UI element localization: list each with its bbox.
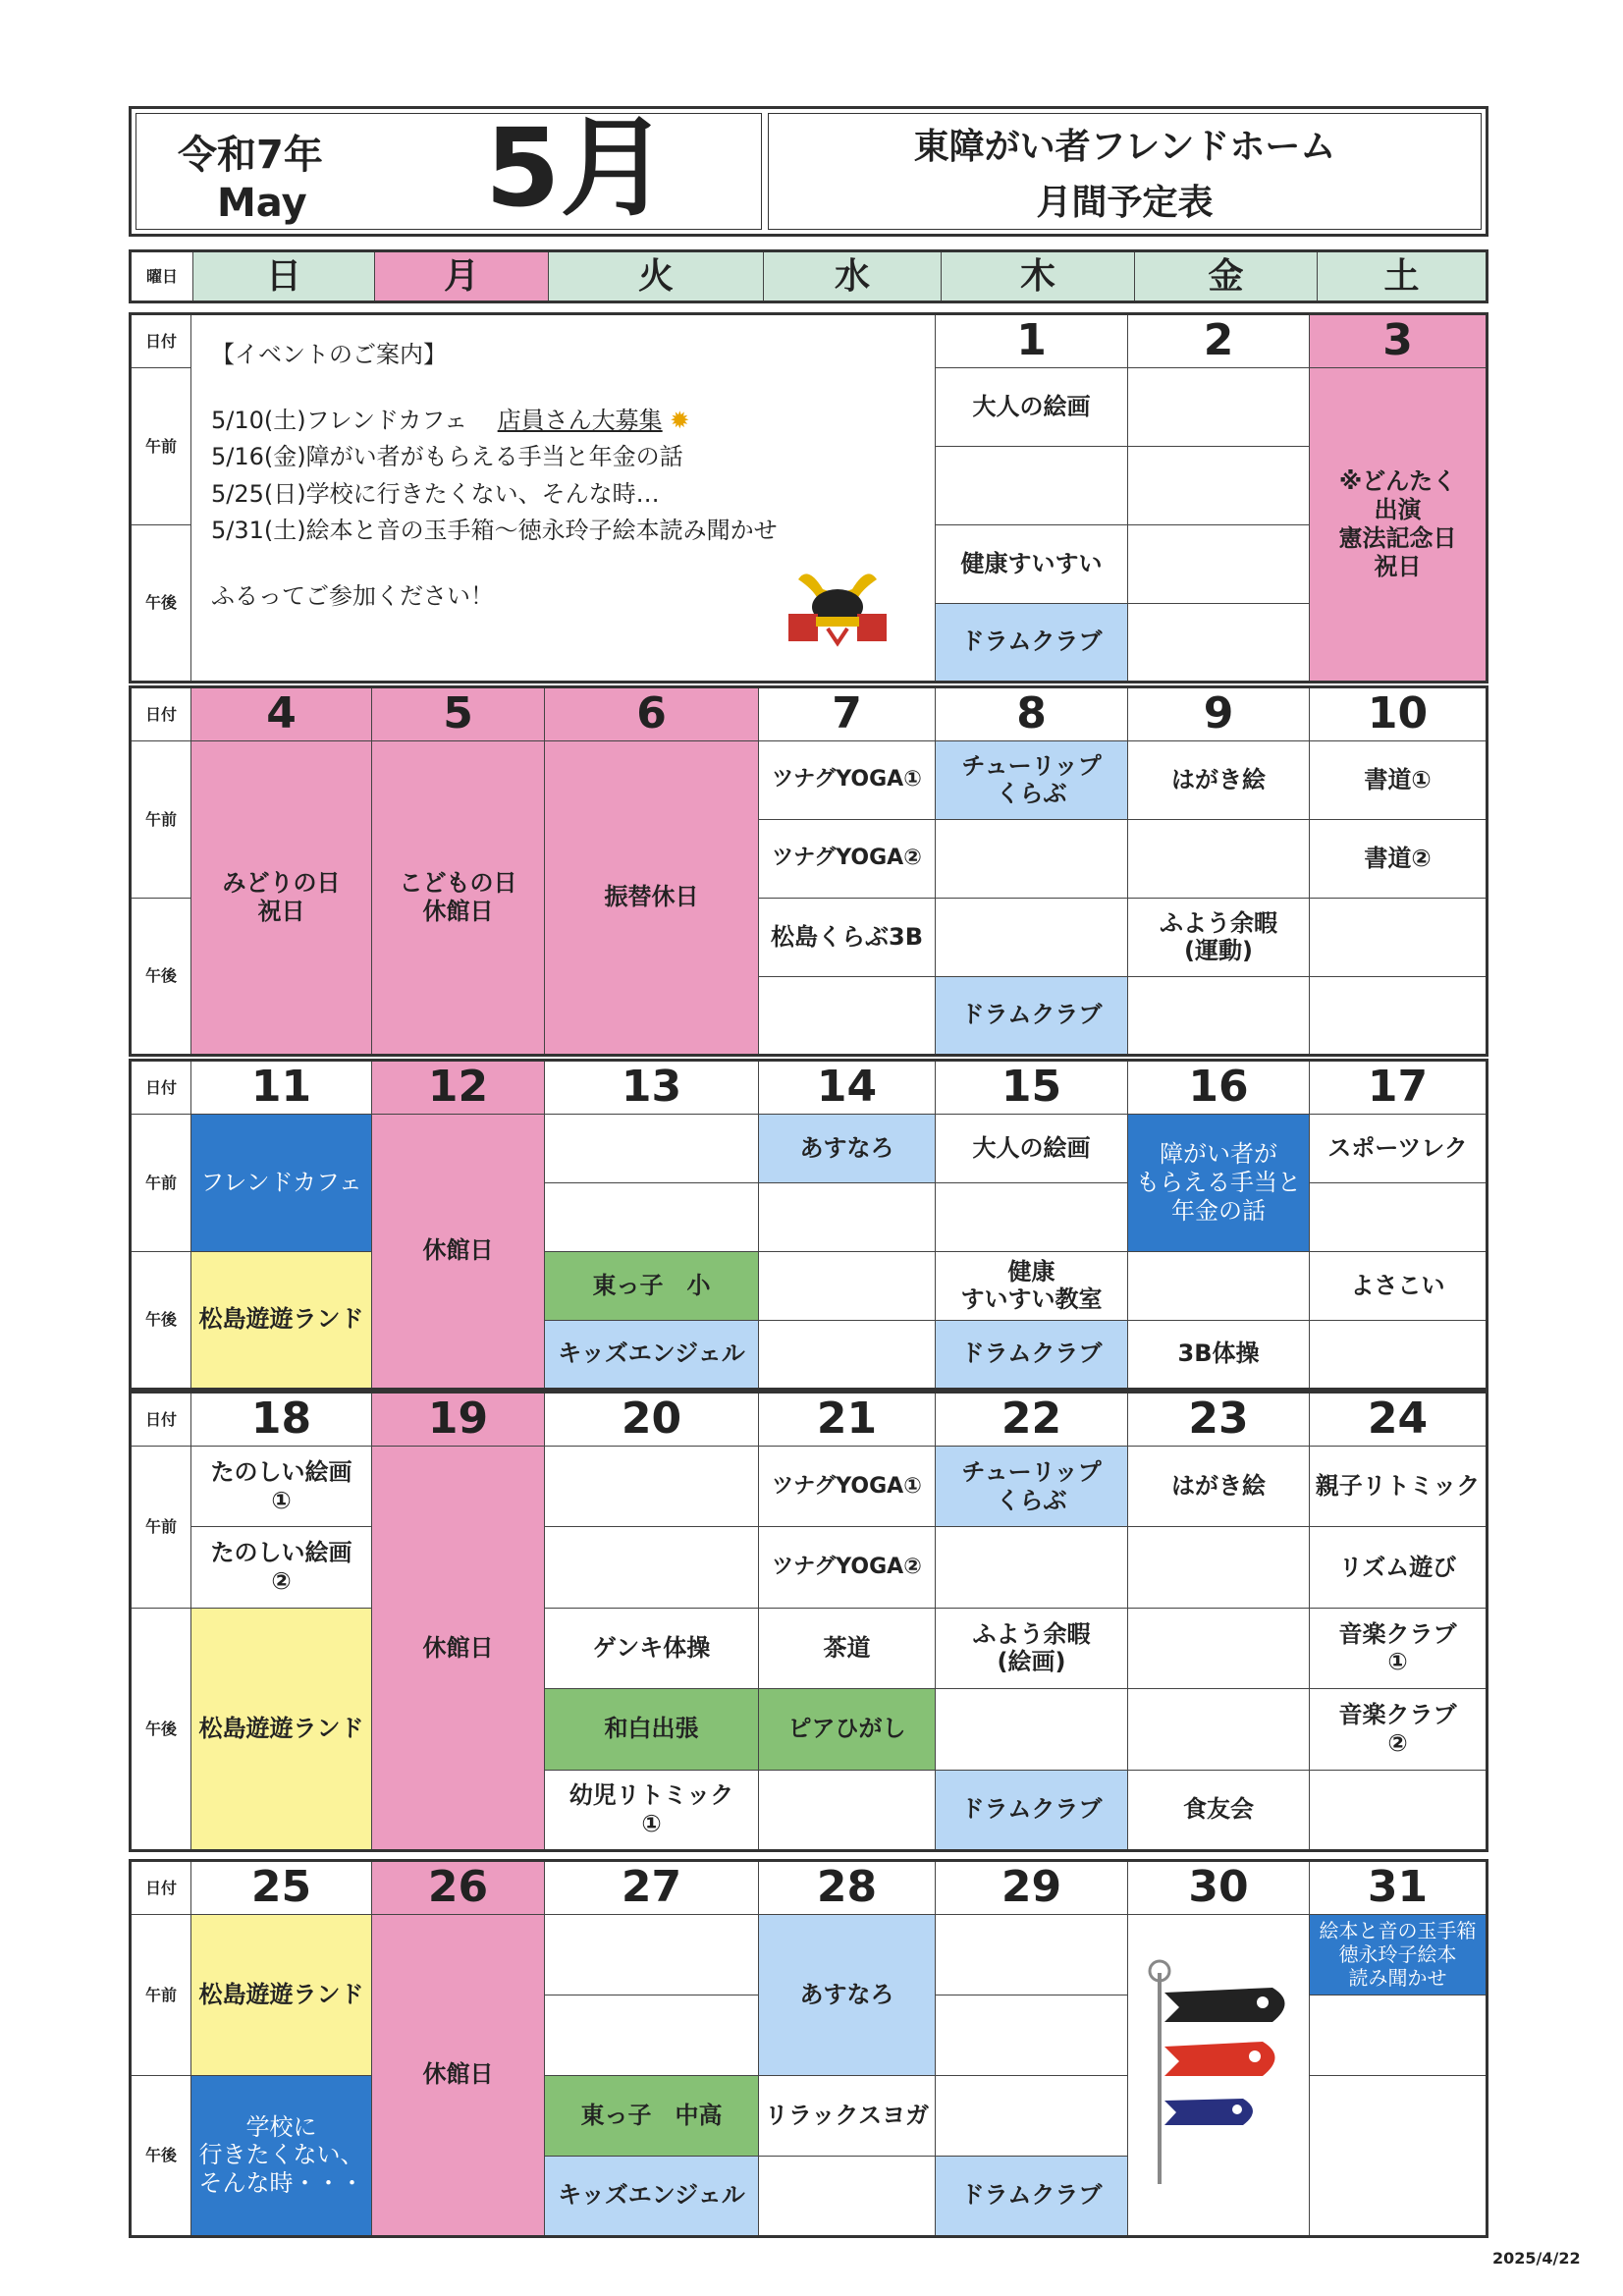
week-1 xyxy=(129,312,1488,683)
event-line-3: 5/25(日)学校に行きたくない、そんな時… xyxy=(211,479,660,508)
row-label-date: 日付 xyxy=(131,314,191,368)
row-label-date: 日付 xyxy=(131,1861,191,1915)
w2-fri-3: ふよう余暇 (運動) xyxy=(1128,898,1310,976)
date-14: 14 xyxy=(759,1061,936,1115)
english-month: May xyxy=(217,181,307,226)
w5-fri-koinobori xyxy=(1128,1914,1310,2236)
dow-sun: 日 xyxy=(193,251,375,302)
w2-sun: みどりの日 祝日 xyxy=(191,740,372,1055)
row-label-pm: 午後 xyxy=(131,1608,191,1850)
w1-thu-2 xyxy=(936,446,1128,524)
w1-thu-4: ドラムクラブ xyxy=(936,603,1128,682)
date-8: 8 xyxy=(936,687,1128,741)
date-11: 11 xyxy=(191,1061,372,1115)
w5-tue-1 xyxy=(545,1914,759,1995)
w2-thu-1: チューリップ くらぶ xyxy=(936,740,1128,819)
events-closing: ふるってご参加ください！ xyxy=(211,581,494,610)
w2-wed-3: 松島くらぶ3B xyxy=(759,898,936,976)
date-28: 28 xyxy=(759,1861,936,1915)
w4-thu-4 xyxy=(936,1689,1128,1770)
event-line-2: 5/16(金)障がい者がもらえる手当と年金の話 xyxy=(211,443,683,471)
w2-sat-1: 書道① xyxy=(1310,740,1488,819)
w5-tue-2 xyxy=(545,1995,759,2075)
date-13: 13 xyxy=(545,1061,759,1115)
w5-thu-3 xyxy=(936,2075,1128,2156)
w3-sat-4 xyxy=(1310,1320,1488,1389)
dow-label: 曜日 xyxy=(131,251,193,302)
event-line-1-text: 5/10(土)フレンドカフェ xyxy=(211,407,468,435)
date-5: 5 xyxy=(372,687,545,741)
date-18: 18 xyxy=(191,1393,372,1447)
w4-fri-2 xyxy=(1128,1527,1310,1608)
w2-wed-1: ツナグYOGA① xyxy=(759,740,936,819)
w4-sat-4: 音楽クラブ ② xyxy=(1310,1689,1488,1770)
w5-thu-2 xyxy=(936,1995,1128,2075)
date-29: 29 xyxy=(936,1861,1128,1915)
row-label-date: 日付 xyxy=(131,1061,191,1115)
date-9: 9 xyxy=(1128,687,1310,741)
row-label-pm: 午後 xyxy=(131,524,191,682)
date-30: 30 xyxy=(1128,1861,1310,1915)
dow-fri: 金 xyxy=(1135,251,1318,302)
kabuto-helmet-icon xyxy=(779,560,896,648)
events-title: 【イベントのご案内】 xyxy=(211,341,447,368)
w3-mon: 休館日 xyxy=(372,1114,545,1389)
w3-tue-2 xyxy=(545,1182,759,1251)
w5-wed-am: あすなろ xyxy=(759,1914,936,2075)
w3-fri-4: 3B体操 xyxy=(1128,1320,1310,1389)
w4-wed-5 xyxy=(759,1770,936,1850)
w3-sat-2 xyxy=(1310,1182,1488,1251)
date-24: 24 xyxy=(1310,1393,1488,1447)
w5-mon: 休館日 xyxy=(372,1914,545,2236)
w4-tue-2 xyxy=(545,1527,759,1608)
w1-thu-1: 大人の絵画 xyxy=(936,367,1128,446)
date-26: 26 xyxy=(372,1861,545,1915)
w1-thu-3: 健康すいすい xyxy=(936,524,1128,603)
title-left-box xyxy=(135,105,762,231)
row-label-am: 午前 xyxy=(131,1114,191,1251)
w5-tue-3: 東っ子 中高 xyxy=(545,2075,759,2156)
w4-fri-1: はがき絵 xyxy=(1128,1447,1310,1527)
w3-tue-3: 東っ子 小 xyxy=(545,1251,759,1320)
date-17: 17 xyxy=(1310,1061,1488,1115)
date-10: 10 xyxy=(1310,687,1488,741)
w5-sat-am: 絵本と音の玉手箱 徳永玲子絵本 読み聞かせ xyxy=(1310,1914,1488,1995)
w3-thu-3: 健康 すいすい教室 xyxy=(936,1251,1128,1320)
w2-thu-2 xyxy=(936,819,1128,898)
w4-sat-1: 親子リトミック xyxy=(1310,1447,1488,1527)
w2-sat-2: 書道② xyxy=(1310,819,1488,898)
row-label-pm: 午後 xyxy=(131,2075,191,2236)
w2-fri-4 xyxy=(1128,976,1310,1055)
w2-tue: 振替休日 xyxy=(545,740,759,1055)
w2-fri-2 xyxy=(1128,819,1310,898)
row-label-am: 午前 xyxy=(131,740,191,898)
row-label-am: 午前 xyxy=(131,367,191,524)
row-label-pm: 午後 xyxy=(131,1251,191,1389)
date-16: 16 xyxy=(1128,1061,1310,1115)
date-1: 1 xyxy=(936,314,1128,368)
facility-name: 東障がい者フレンドホーム xyxy=(913,126,1336,167)
w4-wed-1: ツナグYOGA① xyxy=(759,1447,936,1527)
title-right-box xyxy=(768,113,1482,230)
month-title: 5月 xyxy=(485,105,669,231)
events-box xyxy=(191,314,936,683)
w4-thu-3: ふよう余暇 (絵画) xyxy=(936,1608,1128,1688)
w4-tue-1 xyxy=(545,1447,759,1527)
w5-tue-4: キッズエンジェル xyxy=(545,2156,759,2236)
w4-sat-2: リズム遊び xyxy=(1310,1527,1488,1608)
event-line-4: 5/31(土)絵本と音の玉手箱～徳永玲子絵本読み聞かせ xyxy=(211,516,778,544)
w4-fri-4 xyxy=(1128,1689,1310,1770)
w4-wed-2: ツナグYOGA② xyxy=(759,1527,936,1608)
koinobori-icon xyxy=(1135,1953,1302,2189)
w3-sun-pm: 松島遊遊ランド xyxy=(191,1251,372,1389)
week-5 xyxy=(129,1859,1488,2238)
dow-mon: 月 xyxy=(375,251,549,302)
w5-sun-am: 松島遊遊ランド xyxy=(191,1914,372,2075)
w3-fri-3 xyxy=(1128,1251,1310,1320)
w3-sat-3: よさこい xyxy=(1310,1251,1488,1320)
w4-thu-5: ドラムクラブ xyxy=(936,1770,1128,1850)
w4-sat-5 xyxy=(1310,1770,1488,1850)
w5-sun-pm: 学校に 行きたくない、 そんな時・・・ xyxy=(191,2075,372,2236)
row-label-am: 午前 xyxy=(131,1914,191,2075)
week-2 xyxy=(129,685,1488,1057)
w4-sun-pm: 松島遊遊ランド xyxy=(191,1608,372,1850)
w5-wed-3: リラックスヨガ xyxy=(759,2075,936,2156)
w5-wed-4 xyxy=(759,2156,936,2236)
w2-fri-1: はがき絵 xyxy=(1128,740,1310,819)
date-21: 21 xyxy=(759,1393,936,1447)
w3-sat-1: スポーツレク xyxy=(1310,1114,1488,1182)
dow-header xyxy=(129,249,1488,303)
w4-wed-3: 茶道 xyxy=(759,1608,936,1688)
w4-fri-5: 食友会 xyxy=(1128,1770,1310,1850)
date-3: 3 xyxy=(1310,314,1488,368)
w3-tue-4: キッズエンジェル xyxy=(545,1320,759,1389)
dow-tue: 火 xyxy=(549,251,764,302)
date-12: 12 xyxy=(372,1061,545,1115)
footer-date: 2025/4/22 xyxy=(1492,2249,1581,2268)
w2-sat-4 xyxy=(1310,976,1488,1055)
sun-icon: ✹ xyxy=(670,407,690,435)
w2-sat-3 xyxy=(1310,898,1488,976)
dow-sat: 土 xyxy=(1318,251,1488,302)
w4-sun-1: たのしい絵画 ① xyxy=(191,1447,372,1527)
date-2: 2 xyxy=(1128,314,1310,368)
w3-wed-3 xyxy=(759,1251,936,1320)
w5-thu-4: ドラムクラブ xyxy=(936,2156,1128,2236)
row-label-date: 日付 xyxy=(131,1393,191,1447)
schedule-subtitle: 月間予定表 xyxy=(1036,182,1214,223)
w3-thu-2 xyxy=(936,1182,1128,1251)
w4-sat-3: 音楽クラブ ① xyxy=(1310,1608,1488,1688)
date-15: 15 xyxy=(936,1061,1128,1115)
w4-thu-1: チューリップ くらぶ xyxy=(936,1447,1128,1527)
row-label-am: 午前 xyxy=(131,1447,191,1609)
w3-wed-4 xyxy=(759,1320,936,1389)
w4-sun-2: たのしい絵画 ② xyxy=(191,1527,372,1608)
w5-thu-1 xyxy=(936,1914,1128,1995)
era-label: 令和7年 xyxy=(178,133,323,178)
w4-fri-3 xyxy=(1128,1608,1310,1688)
row-label-date: 日付 xyxy=(131,687,191,741)
event-line-1-staff: 店員さん大募集 xyxy=(497,407,663,435)
w3-thu-4: ドラムクラブ xyxy=(936,1320,1128,1389)
dow-thu: 木 xyxy=(942,251,1135,302)
w3-wed-2 xyxy=(759,1182,936,1251)
header-box xyxy=(129,106,1488,237)
row-label-pm: 午後 xyxy=(131,898,191,1055)
date-6: 6 xyxy=(545,687,759,741)
w1-sat-holiday: ※どんたく 出演 憲法記念日 祝日 xyxy=(1310,367,1488,682)
date-19: 19 xyxy=(372,1393,545,1447)
w3-tue-1 xyxy=(545,1114,759,1182)
w2-thu-3 xyxy=(936,898,1128,976)
event-line-1 xyxy=(211,403,915,439)
w4-tue-3: ゲンキ体操 xyxy=(545,1608,759,1688)
date-27: 27 xyxy=(545,1861,759,1915)
w4-mon: 休館日 xyxy=(372,1447,545,1851)
date-7: 7 xyxy=(759,687,936,741)
w3-wed-1: あすなろ xyxy=(759,1114,936,1182)
date-31: 31 xyxy=(1310,1861,1488,1915)
date-20: 20 xyxy=(545,1393,759,1447)
w2-mon: こどもの日 休館日 xyxy=(372,740,545,1055)
dow-wed: 水 xyxy=(764,251,942,302)
w2-wed-2: ツナグYOGA② xyxy=(759,819,936,898)
week-4 xyxy=(129,1391,1488,1852)
w4-tue-4: 和白出張 xyxy=(545,1689,759,1770)
date-25: 25 xyxy=(191,1861,372,1915)
w2-wed-4 xyxy=(759,976,936,1055)
w4-wed-4: ピアひがし xyxy=(759,1689,936,1770)
date-23: 23 xyxy=(1128,1393,1310,1447)
w4-tue-5: 幼児リトミック ① xyxy=(545,1770,759,1850)
week-3 xyxy=(129,1059,1488,1391)
w4-thu-2 xyxy=(936,1527,1128,1608)
date-22: 22 xyxy=(936,1393,1128,1447)
w2-thu-4: ドラムクラブ xyxy=(936,976,1128,1055)
w3-fri-am: 障がい者が もらえる手当と 年金の話 xyxy=(1128,1114,1310,1251)
w3-sun-am: フレンドカフェ xyxy=(191,1114,372,1251)
w3-thu-1: 大人の絵画 xyxy=(936,1114,1128,1182)
date-4: 4 xyxy=(191,687,372,741)
